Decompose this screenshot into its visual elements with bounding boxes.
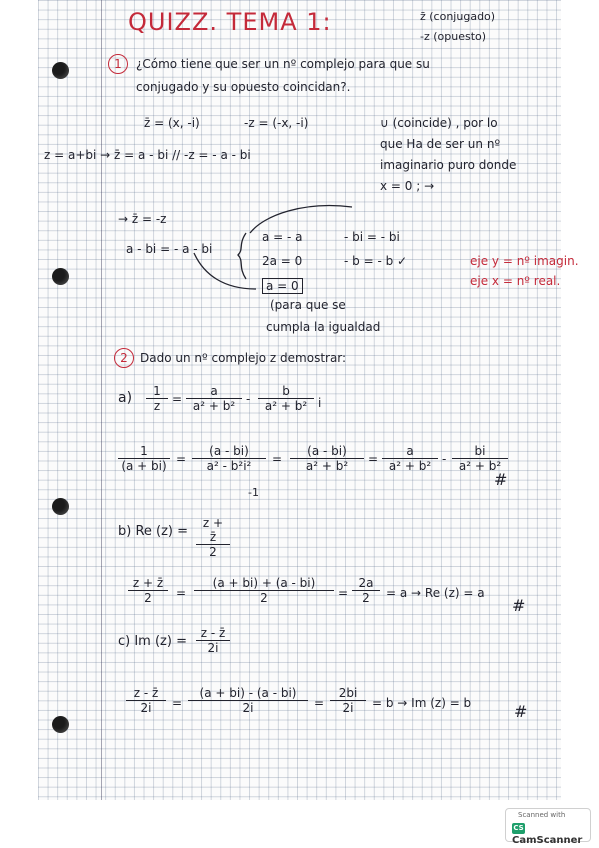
question-2-text: Dado un nº complejo z demostrar: (140, 351, 347, 365)
system-eq-3-boxed: a = 0 (262, 278, 303, 294)
part-b2-fraction-3: $\frac{2a}{2}$ (352, 576, 380, 605)
part-a-fraction-2: $\frac{a}{\text{a² + b²}}$ (186, 384, 242, 413)
caption-line1: (para que se (270, 298, 346, 312)
note-line4: x = 0 ; → (380, 179, 435, 193)
camscanner-logo-icon: CS (513, 824, 524, 832)
part-c2-fraction-2: $\frac{(a + bi) - (a - bi)}{2i}$ (188, 686, 308, 715)
i-squared-note: -1 (248, 486, 259, 499)
page-title: QUIZZ. TEMA 1: (128, 8, 332, 36)
punch-hole (52, 716, 69, 733)
part-a2-fraction-2: $\frac{(a - bi)}{\text{a² - b²i²}}$ (192, 444, 266, 473)
part-a2-fraction-1: $\frac{1}{(a + bi)}$ (118, 444, 170, 473)
scanned-with-text: Scanned with (518, 811, 566, 819)
question-1-text-line2: conjugado y su opuesto coincidan?. (136, 80, 351, 94)
question-2-number: 2 (114, 348, 134, 368)
part-b-label: b) Re (z) = (118, 524, 189, 539)
margin-line (101, 0, 102, 800)
part-b2-fraction-2: $\frac{(a + bi) + (a - bi)}{2}$ (194, 576, 334, 605)
system-eq-5: - b = - b ✓ (344, 254, 408, 268)
part-a-fraction-3: $\frac{b}{\text{a² + b²}}$ (258, 384, 314, 413)
camscanner-badge (505, 808, 591, 846)
part-b-definition-fraction: $\frac{z + z̄}{2}$ (196, 516, 230, 559)
z-definition-equation: z = a+bi → z̄ = a - bi // -z = - a - bi (44, 148, 251, 162)
punch-hole (52, 498, 69, 515)
note-line3: imaginario puro donde (380, 158, 517, 172)
punch-hole (52, 62, 69, 79)
end-mark-c: # (514, 702, 528, 721)
conjugate-equation: z̄ = (x, -i) (144, 116, 200, 130)
part-a-fraction-1: $\frac{1}{z}$ (146, 384, 168, 413)
axis-note-imaginary: eje y = nº imagin. (470, 254, 579, 268)
note-line2: que Ha de ser un nº (380, 137, 501, 151)
end-mark-a: # (494, 470, 508, 489)
conjugate-equals-opposite: → z̄ = -z (118, 212, 167, 226)
punch-hole (52, 268, 69, 285)
camscanner-brand: CSCamScanner (512, 824, 583, 846)
part-c-label: c) Im (z) = (118, 634, 187, 649)
system-eq-4: - bi = - bi (344, 230, 400, 244)
part-b-result: = a → Re (z) = a (386, 586, 485, 600)
part-a2-fraction-4: $\frac{a}{\text{a² + b²}}$ (382, 444, 438, 473)
system-eq-1: a = - a (262, 230, 303, 244)
question-1-text-line1: ¿Cómo tiene que ser un nº complejo para que su (136, 57, 430, 71)
part-c-definition-fraction: $\frac{z - z̄}{2i}$ (196, 626, 230, 655)
end-mark-b: # (512, 596, 526, 615)
part-c2-fraction-3: $\frac{2bi}{2i}$ (330, 686, 366, 715)
main-equation: a - bi = - a - bi (126, 242, 213, 256)
caption-line2: cumpla la igualdad (266, 320, 381, 334)
part-a2-fraction-3: $\frac{(a - bi)}{\text{a² + b²}}$ (290, 444, 364, 473)
system-brace (234, 205, 384, 295)
part-c-result: = b → Im (z) = b (372, 696, 472, 710)
part-a2-fraction-5: $\frac{bi}{\text{a² + b²}}$ (452, 444, 508, 473)
axis-note-real: eje x = nº real. (470, 274, 561, 288)
legend-opposite: -z (opuesto) (420, 30, 487, 43)
part-a-label: a) (118, 390, 133, 406)
imaginary-unit: i (318, 396, 322, 410)
part-c2-fraction-1: $\frac{z - z̄}{2i}$ (126, 686, 166, 715)
legend-conjugate: z̄ (conjugado) (420, 10, 496, 23)
part-b2-fraction-1: $\frac{z + z̄}{2}$ (128, 576, 168, 605)
note-line1: ∪ (coincide) , por lo (380, 116, 498, 130)
system-eq-2: 2a = 0 (262, 254, 303, 268)
question-1-number: 1 (108, 54, 128, 74)
opposite-equation: -z = (-x, -i) (244, 116, 309, 130)
